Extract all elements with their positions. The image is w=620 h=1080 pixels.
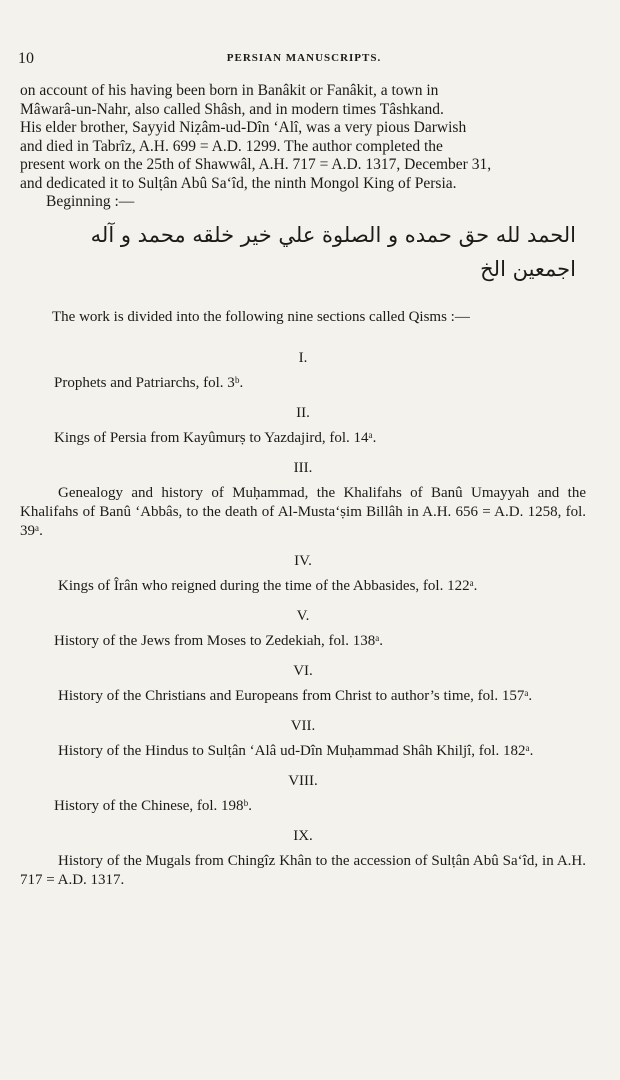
section-title: History of the Chinese, fol. 198ᵇ. [54,798,252,814]
section-item [20,816,586,890]
section-item [20,393,586,448]
sections-intro: The work is divided into the following nine sections called Qisms :— [52,308,470,325]
section-item [20,338,586,393]
section-numeral: VII. [290,718,316,734]
sections-list [20,338,586,890]
page-body [20,82,586,890]
beginning-label: Beginning :— [46,193,135,210]
section-numeral: III. [293,460,313,476]
arabic-line: الحمد لله حق حمده و الصلوة علي خير خلقه محمد و آله [90,222,576,247]
paragraph-line: Mâwarâ-un-Nahr, also called Shâsh, and in modern times Tâshkand. [20,100,444,118]
page-header [18,50,590,70]
section-numeral: V. [296,608,310,624]
section-numeral: IV. [294,553,312,569]
paragraph-line: and dedicated it to Sulṭân Abû Sa‘îd, the ninth Mongol King of Persia. [20,174,457,192]
section-numeral: VIII. [288,773,318,789]
section-title: History of the Mugals from Chingîz Khân to the accession of Sulṭân Abû Sa‘îd, in A.H. 717 = A.D. 1317. [20,853,586,888]
paragraph-line: present work on the 25th of Shawwâl, A.H. 717 = A.D. 1317, December 31, [20,156,492,173]
section-numeral: II. [296,405,310,421]
section-item [20,706,586,761]
page-number: 10 [18,50,34,67]
paragraph-line: His elder brother, Sayyid Niẓâm-ud-Dîn ‘Alî, was a very pious Darwish [20,119,467,136]
opening-paragraph [20,82,586,193]
section-item [20,541,586,596]
section-numeral: I. [298,350,308,366]
section-numeral: VI. [293,663,313,679]
section-numeral: IX. [293,828,313,844]
section-title: Kings of Îrân who reigned during the time of the Abbasides, fol. 122ᵃ. [58,578,478,594]
section-title: History of the Hindus to Sulṭân ‘Alâ ud-Dîn Muḥammad Shâh Khiljî, fol. 182ᵃ. [58,743,534,759]
section-title: History of the Jews from Moses to Zedekiah, fol. 138ᵃ. [54,633,384,649]
paragraph-line: on account of his having been born in Banâkit or Fanâkit, a town in [20,82,439,99]
section-title: History of the Christians and Europeans from Christ to author’s time, fol. 157ᵃ. [58,688,533,704]
section-item [20,761,586,816]
paragraph-line: and died in Tabrîz, A.H. 699 = A.D. 1299. The author completed the [20,137,443,155]
section-title: Prophets and Patriarchs, fol. 3ᵇ. [54,375,244,391]
section-item [20,651,586,706]
section-title: Genealogy and history of Muḥammad, the Khalifahs of Banû Umayyah and the Khalifahs of Banû ‘Abbâs, to the death of Al-Musta‘ṣim Billâh in A.H. 656 = A.D. 1258, fol. 39ᵃ. [20,485,586,539]
arabic-line: اجمعين الخ [480,256,576,281]
section-item [20,596,586,651]
arabic-incipit [20,218,576,286]
running-title: PERSIAN MANUSCRIPTS. [226,52,382,64]
section-title: Kings of Persia from Kayûmurṣ to Yazdajird, fol. 14ᵃ. [54,430,377,446]
section-item [20,448,586,541]
